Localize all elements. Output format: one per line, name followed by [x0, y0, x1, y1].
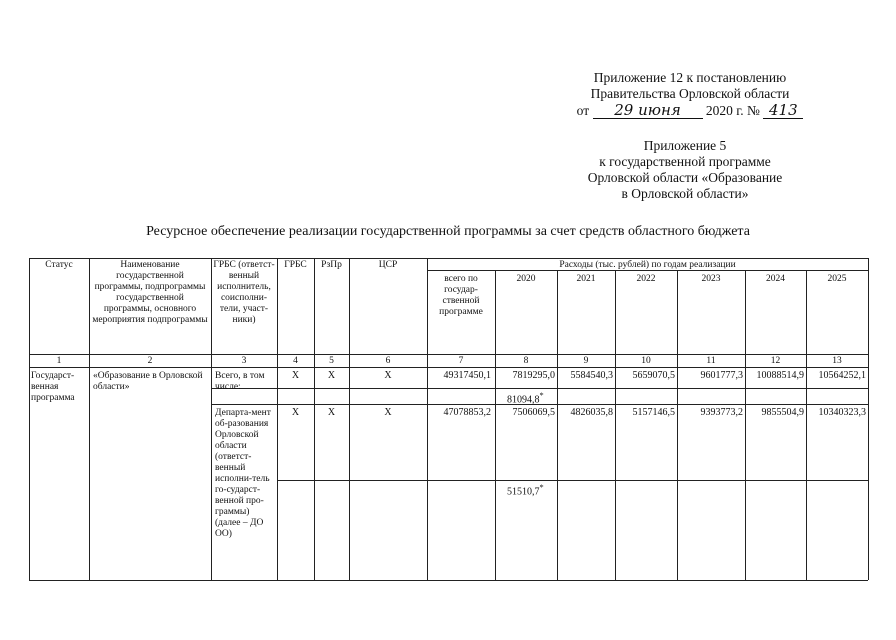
status-cell: Государст-венная программа [31, 371, 75, 403]
col-line-3 [277, 258, 278, 580]
table-border-right [868, 258, 869, 580]
col-line-8 [557, 270, 558, 580]
department-2025: 10340323,3 [818, 407, 866, 418]
total-2021: 5584540,3 [570, 370, 613, 381]
col-number-6: 6 [385, 356, 391, 366]
col-number-2: 2 [147, 356, 153, 366]
col-number-13: 13 [832, 356, 842, 366]
appendix-line-3: Орловской области «Образование [587, 170, 783, 185]
col-number-3: 3 [241, 356, 247, 366]
program-appendix-header [560, 138, 810, 202]
appendix-line-2: к государственной программе [599, 154, 771, 169]
total-2022: 5659070,5 [632, 370, 675, 381]
department-label: Департа-мент об-разования Орловской области (ответст-венный исполни-тель го-сударст-венной про-граммы) (далее – ДО ОО) [215, 408, 271, 539]
header-expenses: Расходы (тыс. рублей) по годам реализации [559, 260, 736, 270]
total-program-sum: 49317450,1 [443, 370, 491, 381]
total-2020-sub-value: 81094,8 [507, 394, 540, 406]
resource-table [29, 258, 868, 580]
total-grbs: Х [291, 370, 300, 381]
department-rzpr: Х [327, 407, 336, 418]
col-line-10 [677, 270, 678, 580]
col-line-11 [745, 270, 746, 580]
col-line-5 [349, 258, 350, 580]
department-2023: 9393773,2 [700, 407, 743, 418]
date-prefix: от [576, 103, 590, 118]
header-line-1: Приложение 12 к постановлению [593, 70, 787, 85]
col-number-5: 5 [329, 356, 334, 366]
table-border-top [29, 258, 868, 259]
header-csr: ЦСР [378, 260, 398, 270]
col-number-4: 4 [293, 356, 298, 366]
total-csr: Х [384, 370, 392, 381]
department-program-sum: 47078853,2 [443, 407, 491, 418]
col-line-7 [495, 270, 496, 580]
col-number-9: 9 [583, 356, 589, 366]
total-2025: 10564252,1 [818, 370, 866, 381]
col-number-7: 7 [458, 356, 464, 366]
total-subrow-line [211, 388, 868, 389]
department-2024: 9855504,9 [761, 407, 804, 418]
total-2020-sub [507, 390, 557, 405]
header-grbs: ГРБС [284, 260, 307, 270]
col-line-9 [615, 270, 616, 580]
header-rzpr: РзПр [321, 260, 342, 270]
footnote-mark: * [539, 483, 544, 492]
header-total: всего по государ-ственной программе [439, 274, 483, 317]
program-name-cell: «Образование в Орловской области» [93, 371, 203, 392]
header-line-2: Правительства Орловской области [590, 86, 790, 101]
col-line-4 [314, 258, 315, 580]
document-title: Ресурсное обеспечение реализации государственной программы за счет средств областного бюджета [146, 224, 750, 239]
total-rzpr: Х [327, 370, 336, 381]
header-year-2023: 2023 [701, 274, 721, 284]
appendix-line-4: в Орловской области» [621, 186, 749, 201]
col-line-1 [89, 258, 90, 580]
department-2020-sub [507, 482, 557, 497]
col-number-12: 12 [770, 356, 781, 366]
resolution-appendix-header [560, 70, 820, 119]
total-2024: 10088514,9 [756, 370, 804, 381]
footnote-mark: * [539, 391, 544, 400]
header-year-2022: 2022 [636, 274, 656, 284]
department-subrow-line [277, 480, 868, 481]
header-status: Статус [45, 260, 73, 270]
department-2020: 7506069,5 [512, 407, 555, 418]
col-line-12 [806, 270, 807, 580]
date-suffix: 2020 г. № [705, 103, 760, 118]
department-2022: 5157146,5 [632, 407, 675, 418]
col-number-1: 1 [56, 356, 62, 366]
col-number-8: 8 [523, 356, 529, 366]
appendix-line-1: Приложение 5 [643, 138, 727, 153]
header-date-line [560, 102, 820, 119]
handwritten-date: 29 июня [593, 102, 703, 119]
department-grbs: Х [291, 407, 300, 418]
col-line-0 [29, 258, 30, 580]
department-csr: Х [384, 407, 392, 418]
header-grbs-long: ГРБС (ответст-венный исполнитель, соисполни-тели, участ-ники) [213, 260, 275, 325]
total-2020: 7819295,0 [512, 370, 555, 381]
col-number-11: 11 [706, 356, 716, 366]
col-line-2 [211, 258, 212, 580]
department-2021: 4826035,8 [570, 407, 613, 418]
header-name: Наименование государственной программы, подпрограммы государственной программы, основного мероприятия подпрограммы [92, 260, 208, 325]
total-row-label: Всего, в том числе: [215, 371, 265, 392]
header-year-2024: 2024 [766, 274, 785, 284]
header-year-2021: 2021 [576, 274, 596, 284]
colnum-line-bottom [29, 367, 868, 368]
col-number-10: 10 [641, 356, 651, 366]
header-year-2020: 2020 [516, 274, 536, 284]
total-2023: 9601777,3 [700, 370, 743, 381]
col-line-6 [427, 258, 428, 580]
colnum-line-top [29, 354, 868, 355]
handwritten-number: 413 [763, 102, 803, 119]
department-2020-sub-value: 51510,7 [507, 486, 540, 498]
table-border-bottom [29, 580, 868, 581]
header-year-2025: 2025 [827, 274, 847, 284]
